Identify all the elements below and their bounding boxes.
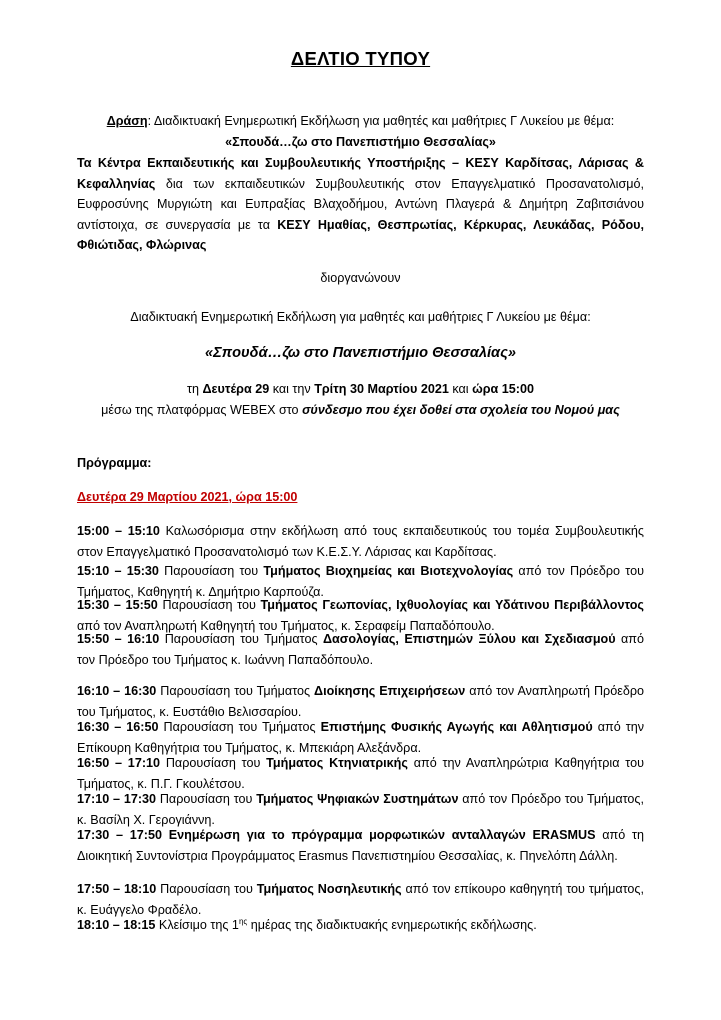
- schedule-item: [77, 629, 644, 670]
- item-text: Παρουσίαση του: [158, 564, 264, 578]
- program-label: [77, 453, 644, 474]
- item-time: 16:30 – 16:50: [77, 720, 159, 734]
- item-department: Δασολογίας, Επιστημών Ξύλου και Σχεδιασμού: [322, 632, 616, 646]
- schedule-item: [77, 825, 644, 866]
- item-text-end: από τον επίκουρο καθηγητή του τμήματος, κ. Ευάγγελο Φραδέλο.: [77, 882, 644, 917]
- day1-heading: [77, 487, 644, 508]
- organizers-paragraph: [77, 153, 644, 256]
- closing-superscript: ης: [238, 916, 248, 926]
- schedule-item: [77, 753, 644, 794]
- dates-time: ώρα 15:00: [472, 382, 534, 396]
- day1-heading-text: Δευτέρα 29 Μαρτίου 2021, ώρα 15:00: [77, 490, 298, 504]
- item-text-end: από τη Διοικητική Συντονίστρια Προγράμματος Erasmus Πανεπιστημίου Θεσσαλίας, κ. Πηνελόπη Δάλλη.: [77, 828, 644, 863]
- item-time: 15:00 – 15:10: [77, 524, 160, 538]
- dates-text-1: τη: [187, 382, 203, 396]
- action-block: [77, 111, 644, 152]
- schedule-item: [77, 879, 644, 920]
- item-text: Καλωσόρισμα στην εκδήλωση από τους εκπαιδευτικούς του τομέα Συμβουλευτικής στον Επαγγελματικό Προσανατολισμό των Κ.Ε.Σ.Υ. Λάρισας και Καρδίτσας.: [77, 524, 644, 559]
- action-label: Δράση: [106, 114, 148, 128]
- closing-text: Κλείσιμο της 1: [155, 918, 239, 932]
- event-dates: [77, 379, 644, 420]
- schedule-item: [77, 789, 644, 830]
- item-text: Παρουσίαση του: [156, 792, 257, 806]
- organize-word: διοργανώνουν: [320, 271, 401, 285]
- dates-day-1: Δευτέρα 29: [202, 382, 270, 396]
- schedule-closing: [77, 915, 644, 936]
- item-text-end: από τον Πρόεδρο του Τμήματος κ. Ιωάννη Παπαδόπουλο.: [77, 632, 644, 667]
- event-line: Διαδικτυακή Ενημερωτική Εκδήλωση για μαθητές και μαθήτριες Γ Λυκείου με θέμα:: [130, 310, 591, 324]
- document-title: ΔΕΛΤΙΟ ΤΥΠΟΥ: [290, 48, 431, 69]
- item-time: 16:50 – 17:10: [77, 756, 161, 770]
- program-label-text: Πρόγραμμα:: [77, 456, 152, 470]
- item-department: Τμήματος Ψηφιακών Συστημάτων: [256, 792, 459, 806]
- schedule-item: [77, 717, 644, 758]
- item-text: Παρουσίαση του Τμήματος: [159, 632, 323, 646]
- organizers-bold-2: ΚΕΣΥ Ημαθίας, Θεσπρωτίας, Κέρκυρας, Λευκάδας, Ρόδου, Φθιώτιδας, Φλώρινας: [77, 217, 644, 252]
- action-theme: «Σπουδά…ζω στο Πανεπιστήμιο Θεσσαλίας»: [225, 134, 496, 149]
- closing-time: 18:10 – 18:15: [77, 918, 156, 932]
- action-text: : Διαδικτυακή Ενημερωτική Εκδήλωση για μαθητές και μαθήτριες Γ Λυκείου με θέμα:: [147, 114, 615, 128]
- item-department: Τμήματος Βιοχημείας και Βιοτεχνολογίας: [263, 564, 514, 578]
- closing-text-end: ημέρας της διαδικτυακής ενημερωτικής εκδήλωσης.: [247, 918, 537, 932]
- item-text-end: από τον Αναπληρωτή Καθηγητή του Τμήματος, κ. Σεραφείμ Παπαδόπουλο.: [77, 618, 495, 633]
- dates-text-2: και την: [269, 382, 315, 396]
- item-time: 15:10 – 15:30: [77, 564, 159, 578]
- item-text: Παρουσίαση του Τμήματος: [156, 684, 315, 698]
- item-text-end: από τον Αναπληρωτή Πρόεδρο του Τμήματος, κ. Ευστάθιο Βελισσαρίου.: [77, 684, 645, 719]
- platform-link-text: σύνδεσμο που έχει δοθεί στα σχολεία του Νομού μας: [302, 402, 620, 417]
- item-department: Διοίκησης Επιχειρήσεων: [314, 684, 466, 698]
- dates-day-2: Τρίτη 30 Μαρτίου 2021: [314, 382, 449, 396]
- item-department: Τμήματος Γεωπονίας, Ιχθυολογίας και Υδάτινου Περιβάλλοντος: [260, 598, 644, 612]
- schedule-item: [77, 681, 644, 722]
- item-time: 15:50 – 16:10: [77, 632, 160, 646]
- item-time: 16:10 – 16:30: [77, 684, 157, 698]
- item-text-end: από τον Πρόεδρο του Τμήματος, κ. Βασίλη Χ. Γερογιάννη.: [77, 792, 644, 827]
- event-theme: [77, 343, 644, 364]
- item-department: Τμήματος Νοσηλευτικής: [256, 882, 402, 896]
- item-time: 17:50 – 18:10: [77, 882, 157, 896]
- item-text: Παρουσίαση του: [160, 756, 267, 770]
- item-text-end: από τον Πρόεδρο του Τμήματος, Καθηγητή κ. Δημήτριο Καρπούζα.: [77, 564, 644, 599]
- item-text-end: από την Αναπληρώτρια Καθηγήτρια του Τμήματος, κ. Π.Γ. Γκουλέτσου.: [77, 756, 644, 791]
- dates-text-3: και: [448, 382, 473, 396]
- platform-text: μέσω της πλατφόρμας WEBEX στο: [101, 402, 303, 417]
- item-text: Παρουσίαση του: [157, 598, 261, 612]
- item-department: Επιστήμης Φυσικής Αγωγής και Αθλητισμού: [320, 720, 593, 734]
- organizers-text-1: δια των εκπαιδευτικών Συμβουλευτικής στον Επαγγελματικό Προσανατολισμό, Ευφροσύνης Μυργιώτη και Ευπραξίας Βλαχοδήμου, Αντώνη Πλαγερά & Δημήτρη Ζαβιτσιάνου αντίστοιχα, σε συνεργασία με τα: [77, 176, 644, 232]
- item-time: 17:30 – 17:50: [77, 828, 162, 842]
- schedule-item: [77, 521, 644, 562]
- item-text: Παρουσίαση του Τμήματος: [158, 720, 321, 734]
- item-department: Ενημέρωση για το πρόγραμμα μορφωτικών ανταλλαγών ERASMUS: [161, 828, 596, 842]
- item-department: Τμήματος Κτηνιατρικής: [266, 756, 408, 770]
- event-theme-text: «Σπουδά…ζω στο Πανεπιστήμιο Θεσσαλίας»: [205, 345, 516, 361]
- item-text: Παρουσίαση του: [156, 882, 257, 896]
- item-text-end: από την Επίκουρη Καθηγήτρια του Τμήματος, κ. Μπεκιάρη Αλεξάνδρα.: [77, 720, 645, 755]
- item-time: 17:10 – 17:30: [77, 792, 157, 806]
- item-time: 15:30 – 15:50: [77, 598, 158, 612]
- organizers-bold-1: Τα Κέντρα Εκπαιδευτικής και Συμβουλευτικής Υποστήριξης – ΚΕΣΥ Καρδίτσας, Λάρισας & Κεφαλληνίας: [77, 156, 644, 191]
